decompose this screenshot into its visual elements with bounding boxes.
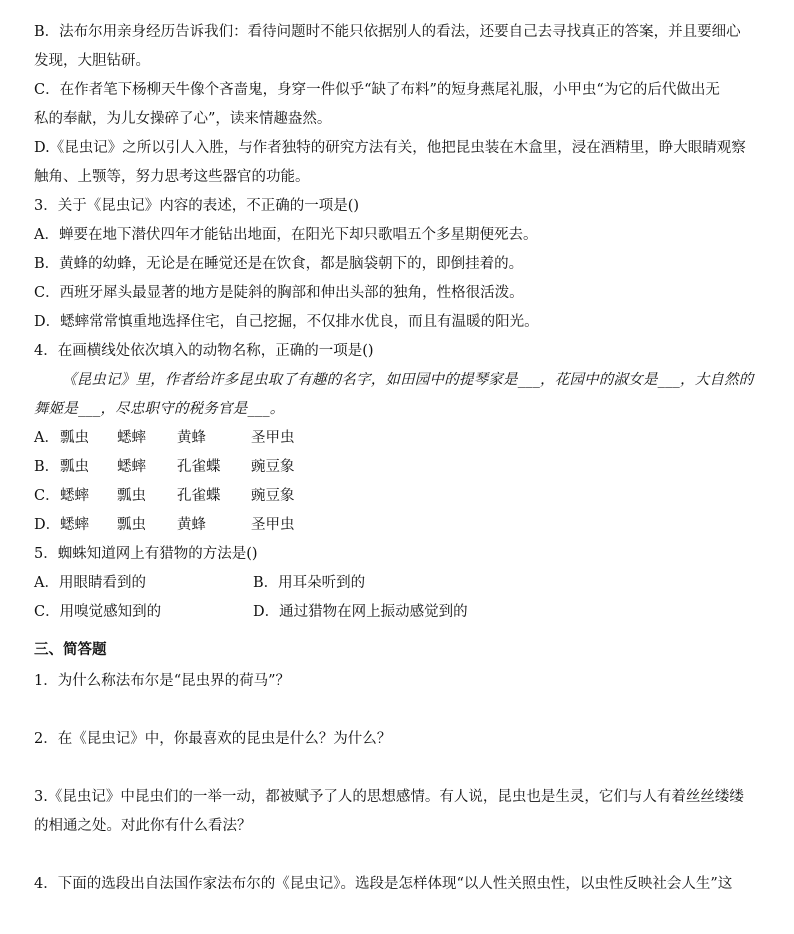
option-c-line-1: C．在作者笔下杨柳天牛像个吝啬鬼，身穿一件似乎“缺了布料”的短身燕尾礼服，小甲虫“为它的后代做出无 xyxy=(34,82,720,98)
short-answer-question-3-line-1: 3.《昆虫记》中昆虫们的一举一动，都被赋予了人的思想感情。有人说，昆虫也是生灵，它们与人有着丝丝缕缕 xyxy=(34,789,744,805)
section-3-heading: 三、简答题 xyxy=(34,641,107,658)
option-d-line-2: 触角、上颚等，努力思考这些器官的功能。 xyxy=(34,169,310,185)
option-c-line-2: 私的奉献，为儿女操碎了心”，读来情趣盎然。 xyxy=(34,111,332,127)
answer-item: 瓢虫 xyxy=(117,517,146,533)
question-5-stem: 5．蜘蛛知道网上有猎物的方法是() xyxy=(34,546,258,562)
answer-item: 瓢虫 xyxy=(60,459,89,475)
option-b-line-1: B．法布尔用亲身经历告诉我们：看待问题时不能只依据别人的看法，还要自己去寻找真正的答案，并且要细心 xyxy=(34,24,741,40)
answer-item: 瓢虫 xyxy=(117,488,146,504)
question-3-stem: 3．关于《昆虫记》内容的表述，不正确的一项是() xyxy=(34,198,360,214)
question-3-option-d: D．蟋蟀常常慎重地选择住宅，自己挖掘，不仅排水优良，而且有温暖的阳光。 xyxy=(34,314,539,330)
answer-item: 蟋蟀 xyxy=(117,459,146,475)
question-4-passage-line-1: 《昆虫记》里，作者给许多昆虫取了有趣的名字，如田园中的提琴家是___，花园中的淑女是___，大自然的 xyxy=(62,372,754,388)
option-b-line-2: 发现，大胆钻研。 xyxy=(34,53,150,69)
short-answer-question-3-line-2: 的相通之处。对此你有什么看法？ xyxy=(34,818,252,834)
short-answer-question-1: 1．为什么称法布尔是“昆虫界的荷马”？ xyxy=(34,673,291,689)
question-4-passage-line-2: 舞姬是___，尽忠职守的税务官是___。 xyxy=(34,401,285,417)
option-letter: C． xyxy=(34,488,60,504)
short-answer-question-4-line-1: 4．下面的选段出自法国作家法布尔的《昆虫记》。选段是怎样体现“以人性关照虫性，以虫性反映社会人生”这 xyxy=(34,876,733,892)
question-4-option-b xyxy=(34,457,295,477)
question-5-option-b: B．用耳朵听到的 xyxy=(253,575,366,591)
question-3-option-a: A．蝉要在地下潜伏四年才能钻出地面，在阳光下却只歌唱五个多星期便死去。 xyxy=(34,227,538,243)
answer-item: 黄蜂 xyxy=(177,517,206,533)
option-letter: A． xyxy=(34,430,59,446)
option-d-line-1: D.《昆虫记》之所以引人入胜，与作者独特的研究方法有关，他把昆虫装在木盒里，浸在酒精里，睁大眼睛观察 xyxy=(34,140,746,156)
question-4-stem: 4．在画横线处依次填入的动物名称，正确的一项是() xyxy=(34,343,374,359)
answer-item: 孔雀蝶 xyxy=(177,459,221,475)
question-4-option-a xyxy=(34,428,295,448)
question-3-option-b: B．黄蜂的幼蜂，无论是在睡觉还是在饮食，都是脑袋朝下的，即倒挂着的。 xyxy=(34,256,524,272)
answer-item: 孔雀蝶 xyxy=(177,488,221,504)
answer-item: 蟋蟀 xyxy=(117,430,146,446)
answer-item: 蟋蟀 xyxy=(60,517,89,533)
question-4-option-d xyxy=(34,515,295,535)
question-3-option-c: C．西班牙犀头最显著的地方是陡斜的胸部和伸出头部的独角，性格很活泼。 xyxy=(34,285,524,301)
answer-item: 豌豆象 xyxy=(251,459,295,475)
question-5-option-d: D．通过猎物在网上振动感觉到的 xyxy=(253,604,468,620)
answer-item: 黄蜂 xyxy=(177,430,206,446)
answer-item: 豌豆象 xyxy=(251,488,295,504)
answer-item: 蟋蟀 xyxy=(60,488,89,504)
answer-item: 圣甲虫 xyxy=(251,430,295,446)
question-4-option-c xyxy=(34,486,295,506)
option-letter: B． xyxy=(34,459,60,475)
short-answer-question-2: 2．在《昆虫记》中，你最喜欢的昆虫是什么？为什么？ xyxy=(34,731,392,747)
option-letter: D． xyxy=(34,517,61,533)
question-5-option-a: A．用眼睛看到的 xyxy=(34,575,146,591)
answer-item: 瓢虫 xyxy=(60,430,89,446)
answer-item: 圣甲虫 xyxy=(251,517,295,533)
question-5-option-c: C．用嗅觉感知到的 xyxy=(34,604,162,620)
